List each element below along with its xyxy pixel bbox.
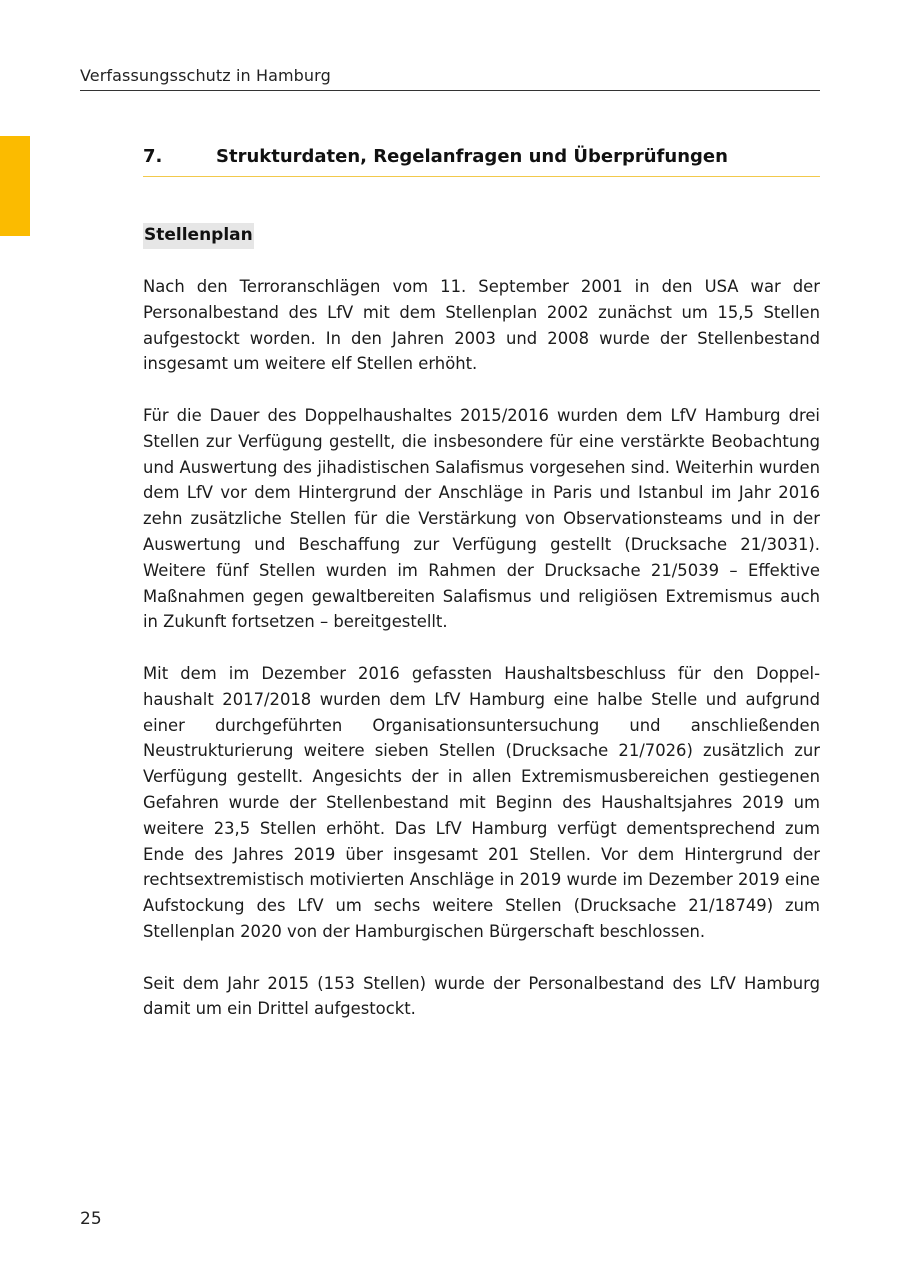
chapter-number: 7. bbox=[143, 146, 163, 167]
paragraph: Für die Dauer des Doppelhaushaltes 2015/2016 wurden dem LfV Hamburg drei Stellen zur Verfügung gestellt, die insbesondere für eine verstärkte Beobachtung und Auswertung des jihadistischen Salafismus vorgesehen sind. Weiterhin wurden dem LfV vor dem Hintergrund der Anschläge in Paris und Istanbul im Jahr 2016 zehn zusätzliche Stellen für die Verstärkung von Observationsteams und in der Auswertung und Beschaffung zur Verfügung gestellt (Drucksache 21/3031). Weitere fünf Stellen wurden im Rahmen der Drucksache 21/5039 – Effektive Maßnahmen gegen gewaltbereiten Salafismus und religiösen Extremismus auch in Zukunft fortsetzen – bereitgestellt. bbox=[143, 405, 820, 632]
section-title: Stellenplan bbox=[143, 223, 254, 249]
chapter-tab-marker bbox=[0, 136, 30, 236]
header-divider bbox=[80, 90, 820, 91]
page-number: 25 bbox=[80, 1209, 102, 1229]
chapter-title: Strukturdaten, Regelanfragen und Überprüfungen bbox=[216, 146, 728, 167]
running-header: Verfassungsschutz in Hamburg bbox=[80, 66, 331, 85]
paragraph: Seit dem Jahr 2015 (153 Stellen) wurde der Personalbestand des LfV Hamburg damit um ein Drittel aufgestockt. bbox=[143, 973, 820, 1019]
body-text bbox=[143, 274, 820, 1048]
chapter-heading bbox=[143, 146, 820, 167]
paragraph: Nach den Terroranschlägen vom 11. September 2001 in den USA war der Personalbestand des LfV mit dem Stellenplan 2002 zunächst um 15,5 Stellen aufgestockt worden. In den Jahren 2003 und 2008 wurde der Stellenbestand insgesamt um weitere elf Stellen erhöht. bbox=[143, 277, 820, 374]
chapter-divider bbox=[143, 176, 820, 177]
paragraph: Mit dem im Dezember 2016 gefassten Haushaltsbeschluss für den Doppelhaushalt 2017/2018 wurden dem LfV Hamburg eine halbe Stelle und aufgrund einer durchgeführten Organisationsuntersuchung und anschließenden Neustrukturierung weitere sieben Stellen (Drucksache 21/7026) zusätzlich zur Verfügung gestellt. Angesichts der in allen Extremismusbereichen gestiegenen Gefahren wurde der Stellenbestand mit Beginn des Haushaltsjahres 2019 um weitere 23,5 Stellen erhöht. Das LfV Hamburg verfügt dementsprechend zum Ende des Jahres 2019 über insgesamt 201 Stellen. Vor dem Hintergrund der rechtsextremistisch motivierten Anschläge in 2019 wurde im Dezember 2019 eine Aufstockung des LfV um sechs weitere Stellen (Drucksache 21/18749) zum Stellenplan 2020 von der Hamburgischen Bürgerschaft beschlossen. bbox=[143, 663, 820, 941]
